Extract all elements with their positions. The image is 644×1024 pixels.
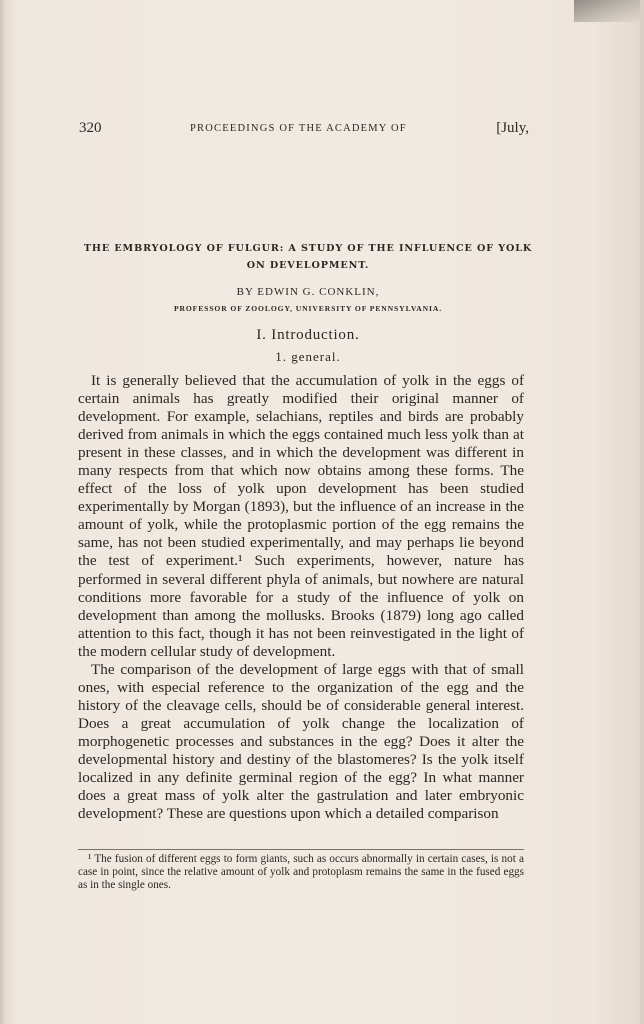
page-number: 320	[79, 120, 102, 136]
article-body	[78, 372, 524, 823]
section-heading: I. Introduction.	[256, 327, 360, 343]
paragraph: The comparison of the development of large eggs with that of small ones, with especial reference to the organization of the egg and the history of the cleavage cells, should be of considerable general interest. Does a great accumulation of yolk change the localization of morphogenetic processes and substances in the egg? Does it alter the developmental history and destiny of the blastomeres? Is the yolk itself localized in any definite germinal region of the egg? In what manner does a great mass of yolk alter the gastrulation and later embryonic development? These are questions upon which a detailed comparison	[78, 660, 524, 823]
paragraph: It is generally believed that the accumulation of yolk in the eggs of certain animals has greatly modified their original manner of development. For example, selachians, reptiles and birds are probably derived from animals in which the eggs contained much less yolk than at present in these classes, and in which the development was different in many respects from that which now obtains among these forms. The effect of the loss of yolk upon development has been studied experimentally by Morgan (1893), but the influence of an increase in the amount of yolk, while the protoplasmic portion of the egg remains the same, has not been studied experimentally, and may perhaps lie beyond the test of experiment.¹ Such experiments, however, nature has performed in several different phyla of animals, but nowhere are natural conditions more favorable for a study of the influence of yolk on development than among the mollusks. Brooks (1879) long ago called attention to this fact, though it has not been reinvestigated in the light of the modern cellular study of development.	[78, 372, 524, 660]
footnote-rule	[78, 849, 524, 850]
running-head: PROCEEDINGS OF THE ACADEMY OF	[190, 123, 407, 134]
date-mark: [July,	[496, 120, 529, 136]
page-corner-shadow	[574, 0, 644, 22]
page-header	[79, 120, 529, 140]
author-affiliation: PROFESSOR OF ZOOLOGY, UNIVERSITY OF PENNSYLVANIA.	[173, 304, 443, 313]
footnote: ¹ The fusion of different eggs to form giants, such as occurs abnormally in certain cases, is not a case in point, since the relative amount of yolk and protoplasm remains the same in the fused eggs as in the single ones.	[78, 853, 524, 891]
subsection-heading: 1. general.	[275, 349, 341, 364]
page-edge	[640, 0, 644, 1024]
article-author: BY EDWIN G. CONKLIN,	[236, 286, 380, 298]
article-title: THE EMBRYOLOGY OF FULGUR: A STUDY OF THE INFLUENCE OF YOLK ON DEVELOPMENT.	[83, 243, 533, 271]
